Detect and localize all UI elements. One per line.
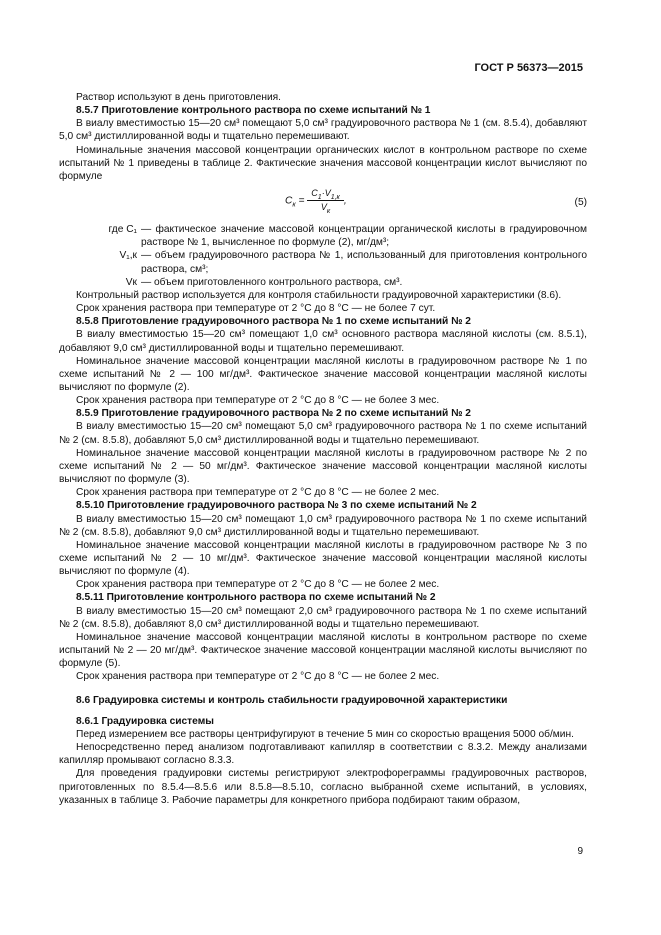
section-heading: 8.5.11 Приготовление контрольного раствора по схеме испытаний № 2: [76, 592, 436, 604]
legend-row: [59, 249, 587, 275]
paragraph: Перед измерением все растворы центрифугируют в течение 5 мин со скоростью вращения 5000 об/мин.: [76, 728, 574, 740]
paragraph: Срок хранения раствора при температуре от 2 °С до 8 °С — не более 7 сут.: [76, 303, 436, 315]
paragraph: В виалу вместимостью 15—20 см³ помещают 1,0 см³ основного раствора масляной кислоты (см. 8.5.1), добавляют 9,0 см³ дистиллированной воды и тщательно перемешивают.: [59, 329, 587, 354]
legend-symbol: где C₁: [108, 224, 137, 236]
paragraph: Номинальное значение массовой концентрации масляной кислоты в градуировочном растворе № 2 по схеме испытаний № 2 — 50 мг/дм³. Фактическое значение массовой концентрации масляной кислоты вычисляют по формуле (3).: [59, 447, 587, 486]
paragraph: Контрольный раствор используется для контроля стабильности градуировочной характеристики (8.6).: [76, 289, 562, 301]
paragraph: Номинальное значение массовой концентрации масляной кислоты в контрольном растворе по схеме испытаний № 2 — 20 мг/дм³. Фактическое значение массовой концентрации масляной кислоты вычисляют по формуле (5).: [59, 631, 587, 670]
legend-row: [59, 223, 587, 249]
legend-text: — фактическое значение массовой концентрации органической кислоты в градуировочном растворе № 1, вычисленное по формуле (2), мг/дм³;: [141, 224, 587, 249]
paragraph: Непосредственно перед анализом подготавливают капилляр в соответствии с 8.3.2. Между анализами капилляр промывают согласно 8.3.3.: [59, 742, 587, 767]
legend-row: [59, 276, 587, 289]
legend-symbol: Vк: [125, 276, 137, 288]
paragraph: В виалу вместимостью 15—20 см³ помещают 1,0 см³ градуировочного раствора № 1 по схеме испытаний № 2 (см. 8.5.8), добавляют 9,0 см³ дистиллированной воды и тщательно перемешивают.: [59, 513, 587, 538]
document-number: ГОСТ Р 56373—2015: [474, 62, 583, 74]
formula-5: [59, 183, 587, 223]
paragraph: В виалу вместимостью 15—20 см³ помещают 5,0 см³ градуировочного раствора № 1 по схеме испытаний № 2 (см. 8.5.8), добавляют 5,0 см³ дистиллированной воды и тщательно перемешивают.: [59, 421, 587, 446]
paragraph: Для проведения градуировки системы регистрируют электрофореграммы градуировочных растворов, приготовленных по 8.5.4—8.5.6 или 8.5.8—8.5.10, согласно выбранной схеме испытаний, в условиях, указанных в таблице 3. Рабочие параметры для конкретного прибора подбирают таким образом,: [59, 768, 587, 806]
paragraph: Срок хранения раствора при температуре от 2 °С до 8 °С — не более 3 мес.: [76, 395, 440, 407]
paragraph: Срок хранения раствора при температуре от 2 °С до 8 °С — не более 2 мес.: [76, 671, 440, 683]
section-heading: 8.5.10 Приготовление градуировочного раствора № 3 по схеме испытаний № 2: [76, 500, 477, 512]
paragraph: Номинальные значения массовой концентрации органических кислот в контрольном растворе по схеме испытаний № 1 приведены в таблице 2. Фактические значения массовой концентрации кислот вычисляют по формуле: [59, 144, 587, 182]
legend-symbol: V₁,к: [119, 250, 137, 262]
page-number: 9: [577, 846, 583, 857]
section-heading: 8.6.1 Градуировка системы: [76, 715, 214, 727]
paragraph: Срок хранения раствора при температуре от 2 °С до 8 °С — не более 2 мес.: [76, 579, 440, 591]
legend-text: — объем градуировочного раствора № 1, использованный для приготовления контрольного раствора, см³;: [141, 250, 587, 275]
section-heading: 8.5.9 Приготовление градуировочного раствора № 2 по схеме испытаний № 2: [76, 408, 471, 420]
document-body: [59, 91, 587, 807]
section-heading: 8.5.7 Приготовление контрольного раствора по схеме испытаний № 1: [76, 105, 431, 117]
formula-expression: $C_к$ = $\frac{C_1\cdot V_{1,к}}{V_к}$ ,: [285, 188, 347, 216]
formula-legend: [59, 223, 587, 289]
section-heading-8-6: 8.6 Градуировка системы и контроль стабильности градуировочной характеристики: [76, 694, 508, 706]
paragraph: Номинальное значение массовой концентрации масляной кислоты в градуировочном растворе № 1 по схеме испытаний № 2 — 100 мг/дм³. Фактическое значение массовой концентрации масляной кислоты вычисляют по формуле (2).: [59, 355, 587, 393]
paragraph: В виалу вместимостью 15—20 см³ помещают 2,0 см³ градуировочного раствора № 1 по схеме испытаний № 2 (см. 8.5.8), добавляют 8,0 см³ дистиллированной воды и тщательно перемешивают.: [59, 605, 587, 630]
section-heading: 8.5.8 Приготовление градуировочного раствора № 1 по схеме испытаний № 2: [76, 316, 471, 328]
formula-number: (5): [574, 197, 587, 209]
paragraph: Раствор используют в день приготовления.: [76, 92, 281, 103]
paragraph: В виалу вместимостью 15—20 см³ помещают 5,0 см³ градуировочного раствора № 1 (см. 8.5.4), добавляют 5,0 см³ дистиллированной воды и тщательно перемешивают.: [59, 118, 587, 143]
legend-text: — объем приготовленного контрольного раствора, см³.: [141, 276, 403, 288]
paragraph: Номинальное значение массовой концентрации масляной кислоты в градуировочном растворе № 3 по схеме испытаний № 2 — 10 мг/дм³. Фактическое значение массовой концентрации масляной кислоты вычисляют по формуле (4).: [59, 539, 587, 578]
paragraph: Срок хранения раствора при температуре от 2 °С до 8 °С — не более 2 мес.: [76, 487, 440, 499]
